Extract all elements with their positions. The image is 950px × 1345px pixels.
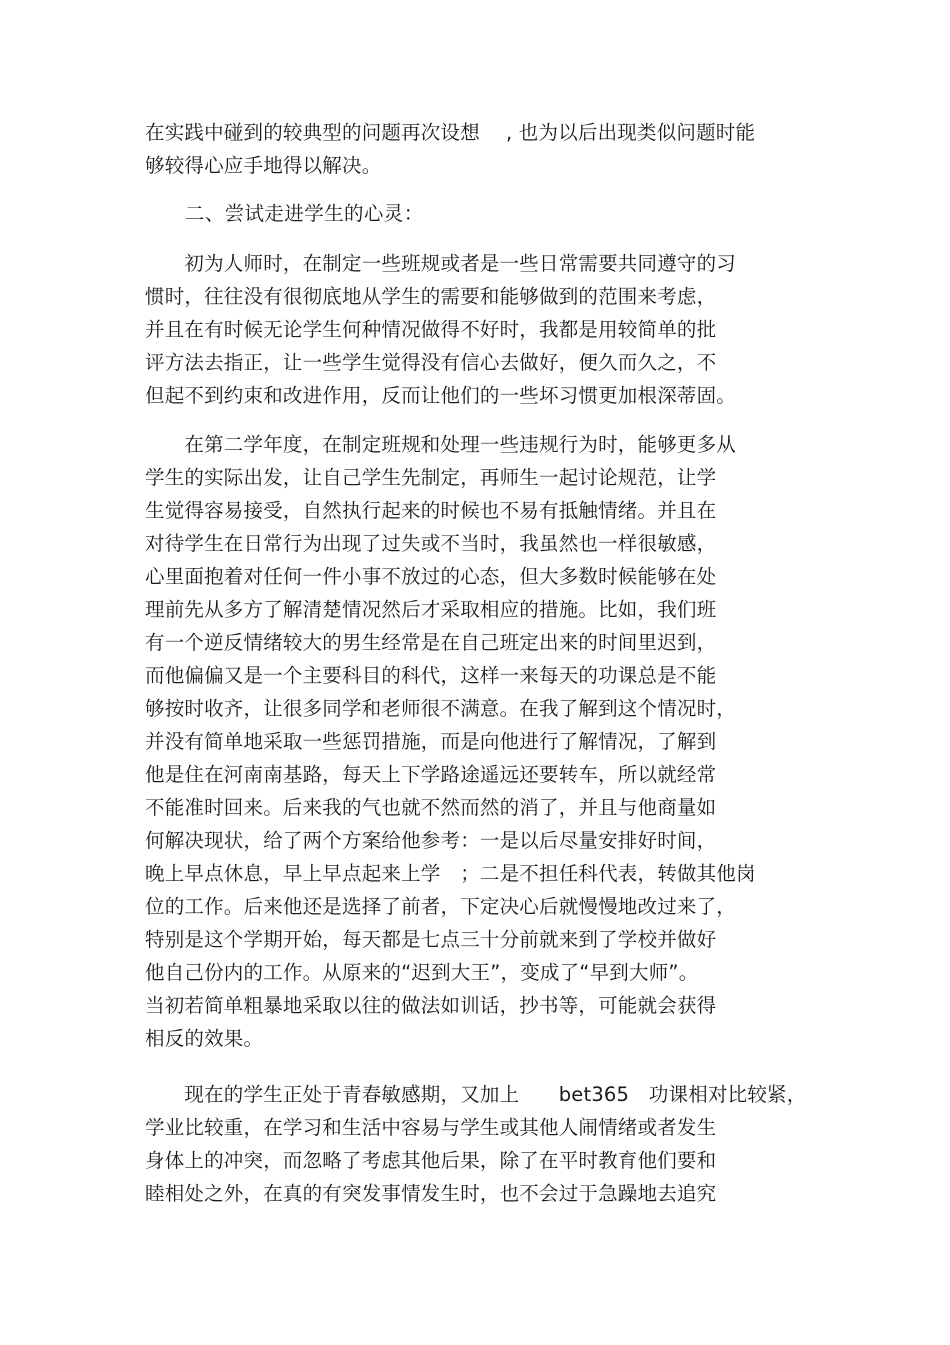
- text-line: 并没有简单地采取一些惩罚措施，而是向他进行了解情况，了解到: [145, 730, 717, 753]
- text-line: 当初若简单粗暴地采取以往的做法如训话，抄书等，可能就会获得: [145, 994, 717, 1017]
- text-line: 够按时收齐，让很多同学和老师很不满意。在我了解到这个情况时，: [145, 697, 737, 720]
- text-line: 身体上的冲突，而忽略了考虑其他后果，除了在平时教育他们要和: [145, 1149, 717, 1172]
- paragraph-adolescence: [145, 1078, 845, 1210]
- text-line: 学生的实际出发，让自己学生先制定，再师生一起讨论规范，让学: [145, 466, 717, 489]
- paragraph-first-teaching: [145, 247, 845, 412]
- text-line: 心里面抱着对任何一件小事不放过的心态，但大多数时候能够在处: [145, 565, 717, 588]
- text-line: 并且在有时候无论学生何种情况做得不好时，我都是用较简单的批: [145, 318, 717, 341]
- paragraph-continuation: [145, 116, 845, 182]
- paragraph-second-year: [145, 428, 845, 1055]
- text-line: 睦相处之外，在真的有突发事情发生时，也不会过于急躁地去追究: [145, 1182, 717, 1205]
- text-line: 够较得心应手地得以解决。: [145, 154, 382, 177]
- text-line: 但起不到约束和改进作用，反而让他们的一些坏习惯更加根深蒂固。: [145, 384, 737, 407]
- text-line: 他是住在河南南基路，每天上下学路途遥远还要转车，所以就经常: [145, 763, 717, 786]
- text-line: 在实践中碰到的较典型的问题再次设想 , 也为以后出现类似问题时能: [145, 121, 756, 144]
- text-line: 位的工作。后来他还是选择了前者，下定决心后就慢慢地改过来了，: [145, 895, 737, 918]
- text-line: 理前先从多方了解清楚情况然后才采取相应的措施。比如，我们班: [145, 598, 717, 621]
- text-line: 现在的学生正处于青春敏感期，又加上 bet365 功课相对比较紧，: [145, 1083, 807, 1106]
- text-line: 学业比较重，在学习和生活中容易与学生或其他人闹情绪或者发生: [145, 1116, 717, 1139]
- text-line: 特别是这个学期开始，每天都是七点三十分前就来到了学校并做好: [145, 928, 717, 951]
- text-line: 相反的效果。: [145, 1027, 264, 1050]
- section-heading: [145, 197, 845, 230]
- text-line: 他自己份内的工作。从原来的“迟到大王”，变成了“早到大师”。: [145, 961, 699, 984]
- text-line: 而他偏偏又是一个主要科目的科代，这样一来每天的功课总是不能: [145, 664, 717, 687]
- text-line: 何解决现状，给了两个方案给他参考：一是以后尽量安排好时间，: [145, 829, 717, 852]
- text-line: 不能准时回来。后来我的气也就不然而然的消了，并且与他商量如: [145, 796, 717, 819]
- text-line: 在第二学年度，在制定班规和处理一些违规行为时，能够更多从: [145, 433, 737, 456]
- text-line: 晚上早点休息，早上早点起来上学 ；二是不担任科代表，转做其他岗: [145, 862, 756, 885]
- heading-line: 二、尝试走进学生的心灵：: [145, 202, 424, 225]
- text-line: 惯时，往往没有很彻底地从学生的需要和能够做到的范围来考虑，: [145, 285, 717, 308]
- text-line: 生觉得容易接受，自然执行起来的时候也不易有抵触情绪。并且在: [145, 499, 717, 522]
- text-line: 对待学生在日常行为出现了过失或不当时，我虽然也一样很敏感，: [145, 532, 717, 555]
- text-line: 初为人师时，在制定一些班规或者是一些日常需要共同遵守的习: [145, 252, 737, 275]
- text-line: 评方法去指正，让一些学生觉得没有信心去做好，便久而久之，不: [145, 351, 717, 374]
- text-line: 有一个逆反情绪较大的男生经常是在自己班定出来的时间里迟到，: [145, 631, 717, 654]
